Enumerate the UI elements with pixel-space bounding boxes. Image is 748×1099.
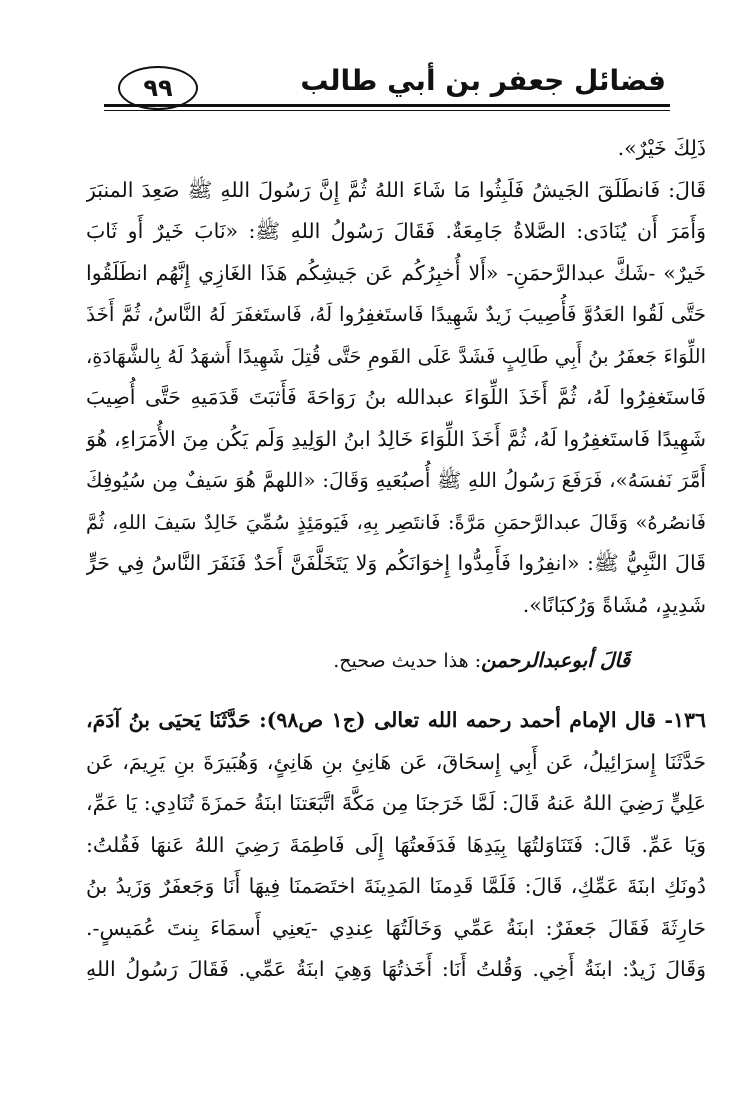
text-line: عَلِيٍّ رَضِيَ اللهُ عَنهُ قَالَ: لَمَّا خَرَجنَا مِن مَكَّةَ اتَّبَعَتنَا ابنَةُ حَمزَةَ تُنَادِي: يَا عَمِّ،	[86, 791, 706, 815]
text-line: قَالَ النَّبِيُّ ﷺ: «انفِرُوا فَأَمِدُّوا إِخوَانَكُم وَلا يَتَخَلَّفَنَّ أَحَدٌ فَنَفَرَ النَّاسُ فِي حَرٍّ	[86, 551, 706, 575]
text-line: فَانصُرهُ» وَقَالَ عبدالرَّحمَنِ مَرَّةً: فَانتَصِر بِهِ، فَيَومَئِذٍ سُمِّيَ خَالِدٌ سَيفَ اللهِ، ثُمَّ	[86, 510, 706, 534]
text-line: حَتَّى لَقُوا العَدُوَّ فَأُصِيبَ زَيدٌ شَهِيدًا فَاستَغفِرُوا لَهُ، فَاستَغفَرَ لَهُ النَّاسُ، ثُمَّ أَخَذَ	[86, 302, 706, 326]
text-line: شَهِيدًا فَاستَغفِرُوا لَهُ، ثُمَّ أَخَذَ اللِّوَاءَ خَالِدُ ابنُ الوَلِيدِ وَلَم يَكُن مِنَ الأُمَرَاءِ، هُوَ	[86, 426, 706, 451]
hadith-136	[86, 700, 706, 991]
text-line: ذَلِكَ خَيْرٌ».	[617, 136, 706, 160]
text-line: حَدَّثَنَا إِسرَائِيلُ، عَن أَبِي إِسحَاقَ، عَن هَانِئِ بنِ هَانِئٍ، وَهُبَيرَةَ بنِ يَرِيمَ، عَن	[86, 749, 706, 774]
page-header	[0, 0, 748, 120]
hadith-text-continued	[86, 128, 706, 626]
text-line: أَمَّرَ نَفسَهُ»، فَرَفَعَ رَسُولُ اللهِ ﷺ أُصبُعَيهِ وَقَالَ: «اللهمَّ هُوَ سَيفٌ مِن سُيُوفِكَ	[86, 468, 706, 492]
author-verdict: : هذا حديث صحيح.	[333, 650, 482, 672]
text-line: فَاستَغفِرُوا لَهُ، ثُمَّ أَخَذَ اللِّوَاءَ عبدالله بنُ رَوَاحَةَ فَأَثبَتَ قَدَمَيهِ حَتَّى أُصِيبَ	[86, 385, 706, 409]
text-line: قَالَ: فَانطَلَقَ الجَيشُ فَلَبِثُوا مَا شَاءَ اللهُ ثُمَّ إِنَّ رَسُولَ اللهِ ﷺ صَعِدَ المنبَرَ	[86, 177, 706, 202]
text-line: شَدِيدٍ، مُشَاةً وَرُكبَانًا».	[522, 592, 706, 617]
author-name: قَالَ أبوعبدالرحمن	[481, 648, 630, 672]
text-line: وَيَا عَمِّ. قَالَ: فَتَنَاوَلتُهَا بِيَدِهَا فَدَفَعتُهَا إِلَى فَاطِمَةَ رَضِيَ اللهُ عَنهَا فَقُلتُ:	[86, 832, 706, 857]
author-comment	[333, 648, 630, 672]
header-rule	[104, 104, 670, 107]
page-number: ٩٩	[118, 66, 198, 110]
text-line: اللِّوَاءَ جَعفَرُ بنُ أَبِي طَالِبٍ فَشَدَّ عَلَى القَومِ حَتَّى قُتِلَ شَهِيدًا أَشهَدُ لَهُ بِالشَّهَادَةِ،	[86, 344, 706, 368]
text-line: خَيرٌ» -شَكَّ عبدالرَّحمَنِ- «أَلا أُخبِرُكُم عَن جَيشِكُم هَذَا الغَازِي إِنَّهُم انطَلَقُوا	[86, 260, 706, 285]
text-line: وَقَالَ زَيدٌ: ابنَةُ أَخِي. وَقُلتُ أَنَا: أَخَذتُهَا وَهِيَ ابنَةُ عَمِّي. فَقَالَ رَسُولُ اللهِ	[86, 957, 706, 981]
text-line: دُونَكِ ابنَةَ عَمِّكِ، قَالَ: فَلَمَّا قَدِمنَا المَدِينَةَ اختَصَمنَا فِيهَا أَنَا وَجَعفَرٌ وَزَيدُ بنُ	[86, 874, 706, 898]
hadith-heading-line: ١٣٦- قال الإمام أحمد رحمه الله تعالى (ج١ ص٩٨): حَدَّثَنَا يَحيَى بنُ آدَمَ،	[86, 708, 706, 732]
running-title: فضائل جعفر بن أبي طالب	[300, 64, 666, 97]
text-line: حَارِثَةَ فَقَالَ جَعفَرٌ: ابنَةُ عَمِّي وَخَالَتُهَا عِندِي -يَعنِي أَسمَاءَ بِنتَ عُمَيسٍ-.	[86, 915, 706, 940]
header-rule-thin	[104, 110, 670, 111]
text-line: وَأَمَرَ أَن يُنَادَى: الصَّلاةُ جَامِعَةٌ. فَقَالَ رَسُولُ اللهِ ﷺ: «نَابَ خَيرٌ أَو ثَابَ	[86, 219, 706, 243]
